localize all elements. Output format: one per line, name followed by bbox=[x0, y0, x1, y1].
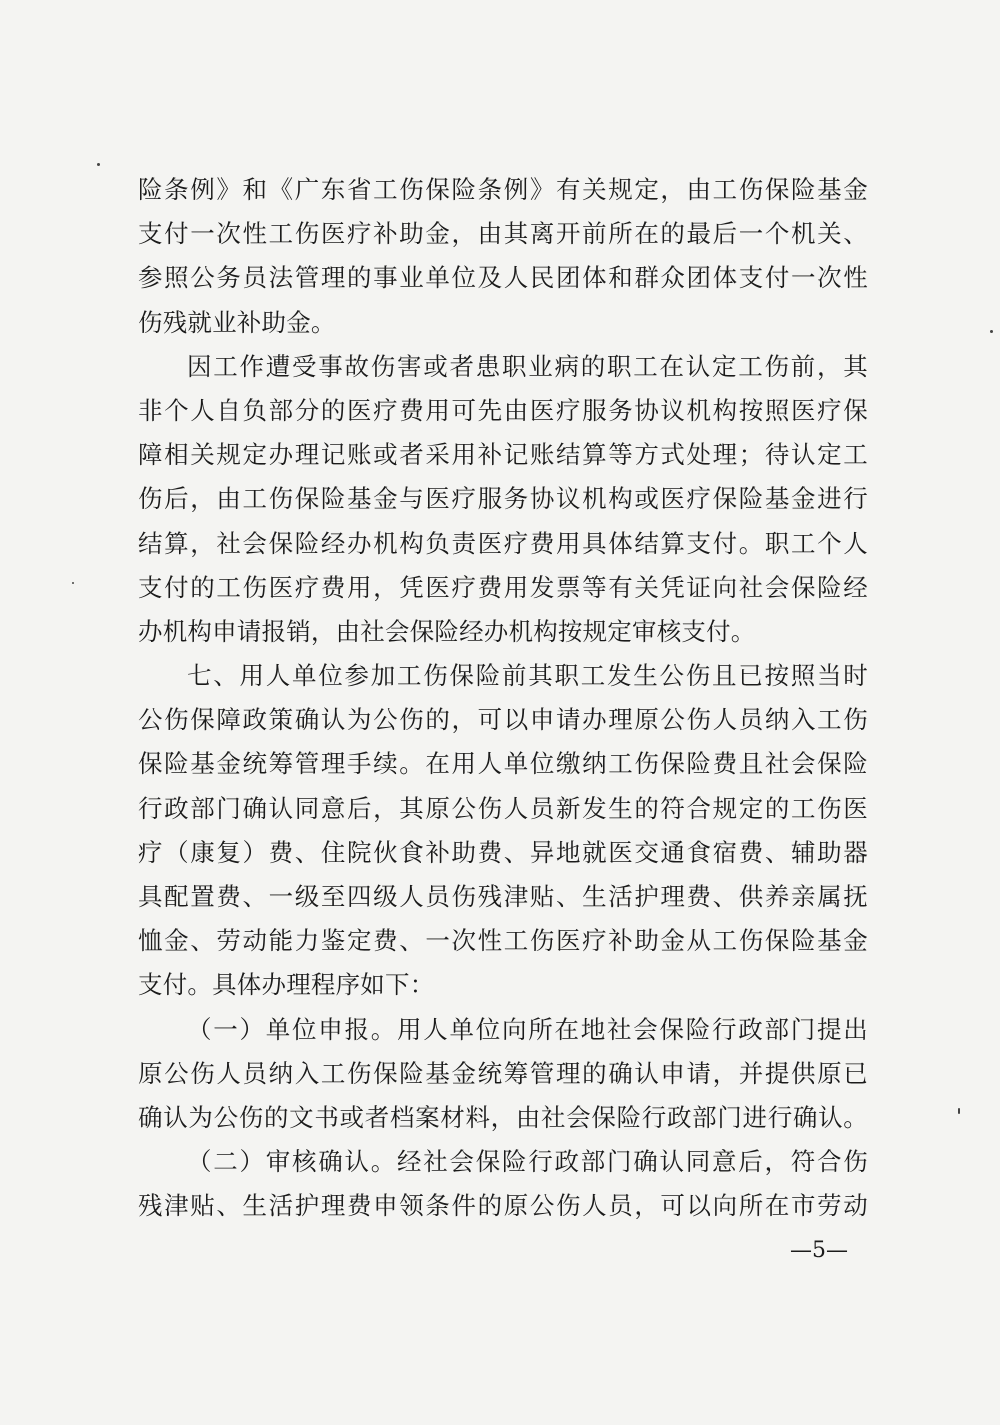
text-line: 残津贴、生活护理费申领条件的原公伤人员，可以向所在市劳动 bbox=[138, 1191, 868, 1221]
text-line: 公伤保障政策确认为公伤的，可以申请办理原公伤人员纳入工伤 bbox=[138, 705, 868, 735]
scan-speck bbox=[72, 582, 74, 584]
text-line: 支付。具体办理程序如下： bbox=[138, 970, 435, 1000]
text-line: 确认为公伤的文书或者档案材料，由社会保险行政部门进行确认。 bbox=[138, 1102, 868, 1132]
text-line: 结算，社会保险经办机构负责医疗费用具体结算支付。职工个人 bbox=[138, 528, 868, 558]
scan-speck bbox=[97, 163, 100, 166]
text-line: 原公伤人员纳入工伤保险基金统筹管理的确认申请，并提供原已 bbox=[138, 1058, 868, 1088]
text-line: 险条例》和《广东省工伤保险条例》有关规定，由工伤保险基金 bbox=[138, 175, 868, 204]
text-line: 疗（康复）费、住院伙食补助费、异地就医交通食宿费、辅助器 bbox=[138, 837, 868, 867]
text-line: 支付一次性工伤医疗补助金，由其离开前所在的最后一个机关、 bbox=[138, 219, 868, 249]
text-line: 行政部门确认同意后，其原公伤人员新发生的符合规定的工伤医 bbox=[138, 793, 868, 823]
scan-speck bbox=[958, 1108, 960, 1114]
text-line: 七、用人单位参加工伤保险前其职工发生公伤且已按照当时 bbox=[187, 661, 868, 691]
text-line: 办机构申请报销，由社会保险经办机构按规定审核支付。 bbox=[138, 616, 756, 646]
page-number: —5— bbox=[790, 1238, 848, 1263]
text-line: 因工作遭受事故伤害或者患职业病的职工在认定工伤前，其 bbox=[187, 351, 868, 381]
text-line: （一）单位申报。用人单位向所在地社会保险行政部门提出 bbox=[187, 1014, 868, 1044]
scan-speck bbox=[990, 330, 993, 333]
text-line: 保险基金统筹管理手续。在用人单位缴纳工伤保险费且社会保险 bbox=[138, 749, 868, 779]
text-line: 非个人自负部分的医疗费用可先由医疗服务协议机构按照医疗保 bbox=[138, 395, 868, 425]
text-line: 恤金、劳动能力鉴定费、一次性工伤医疗补助金从工伤保险基金 bbox=[138, 926, 868, 956]
text-line: 具配置费、一级至四级人员伤残津贴、生活护理费、供养亲属抚 bbox=[138, 882, 868, 911]
text-line: 伤残就业补助金。 bbox=[138, 307, 336, 337]
document-body bbox=[138, 168, 868, 1229]
text-line: 支付的工伤医疗费用，凭医疗费用发票等有关凭证向社会保险经 bbox=[138, 572, 868, 602]
text-line: 伤后，由工伤保险基金与医疗服务协议机构或医疗保险基金进行 bbox=[138, 484, 868, 514]
text-line: （二）审核确认。经社会保险行政部门确认同意后，符合伤 bbox=[187, 1147, 868, 1177]
text-line: 障相关规定办理记账或者采用补记账结算等方式处理；待认定工 bbox=[138, 440, 868, 470]
text-line: 参照公务员法管理的事业单位及人民团体和群众团体支付一次性 bbox=[138, 263, 868, 293]
